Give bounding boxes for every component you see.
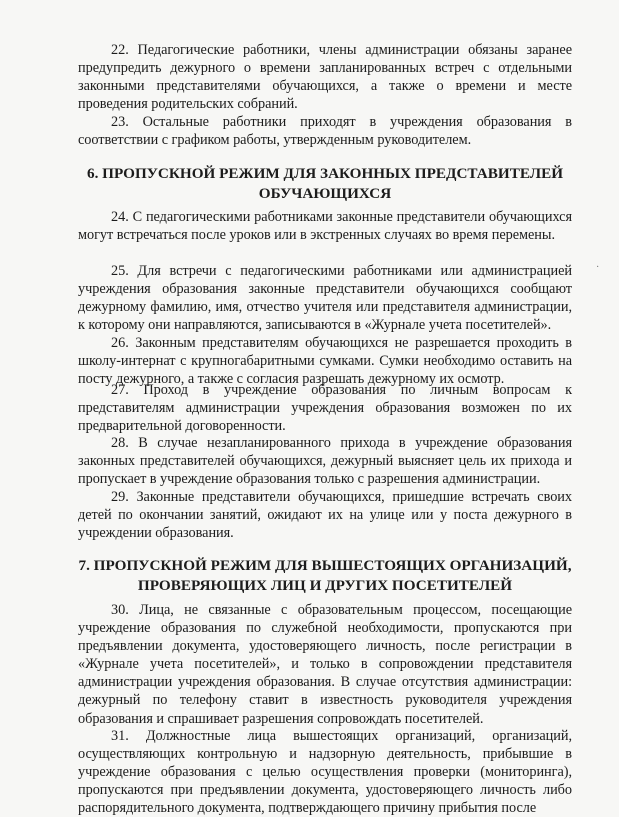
paragraph-27: 27. Проход в учреждение образования по личным вопросам к представителям администрации учреждения образования возможен по их предварительной договоренности. bbox=[78, 382, 572, 435]
paragraph-23: 23. Остальные работники приходят в учреждения образования в соответствии с графиком работы, утвержденным руководителем. bbox=[78, 114, 572, 149]
paragraph-22: 22. Педагогические работники, члены администрации обязаны заранее предупредить дежурного о времени запланированных встреч с отдельными законными представителями обучающихся, а также о времени и месте проведения родительских собраний. bbox=[78, 42, 572, 113]
paragraph-30: 30. Лица, не связанные с образовательным процессом, посещающие учреждение образования по служебной необходимости, пропускаются при предъявлении документа, удостоверяющего личность, после регистрации в «Журнале учета посетителей», и только в сопровождении представителя администрации учреждения образования. В случае отсутствия администрации: дежурный по телефону ставит в известность руководителя учреждения образования и спрашивает разрешения сопровождать посетителей. bbox=[78, 602, 572, 727]
paragraph-31: 31. Должностные лица вышестоящих организаций, организаций, осуществляющих контрольную и надзорную деятельность, прибывшие в учреждение образования с целью осуществления проверки (мониторинга), пропускаются при предъявлении документа, удостоверяющего личность либо распорядительного документа, подтверждающего причину прибытия после bbox=[78, 728, 572, 817]
paragraph-24: 24. С педагогическими работниками законные представители обучающихся могут встречаться после уроков или в экстренных случаях во время перемены. bbox=[78, 209, 572, 244]
paragraph-26: 26. Законным представителям обучающихся не разрешается проходить в школу-интернат с крупногабаритными сумками. Сумки необходимо оставить на посту дежурного, а также с согласия разрешать дежурному их осмотр. bbox=[78, 335, 572, 388]
margin-mark: · bbox=[596, 262, 600, 273]
section-heading-7: 7. ПРОПУСКНОЙ РЕЖИМ ДЛЯ ВЫШЕСТОЯЩИХ ОРГАНИЗАЦИЙ, ПРОВЕРЯЮЩИХ ЛИЦ И ДРУГИХ ПОСЕТИТЕЛЕЙ bbox=[78, 557, 572, 594]
paragraph-25: 25. Для встречи с педагогическими работниками или администрацией учреждения образования законные представители обучающихся сообщают дежурному фамилию, имя, отчество учителя или представителя администрации, к которому они направляются, записываются в «Журнале учета посетителей». bbox=[78, 263, 572, 334]
paragraph-29: 29. Законные представители обучающихся, пришедшие встречать своих детей по окончании занятий, ожидают их на улице или у поста дежурного в учреждении образования. bbox=[78, 489, 572, 542]
section-heading-6: 6. ПРОПУСКНОЙ РЕЖИМ ДЛЯ ЗАКОННЫХ ПРЕДСТАВИТЕЛЕЙ ОБУЧАЮЩИХСЯ bbox=[86, 165, 564, 202]
paragraph-28: 28. В случае незапланированного прихода в учреждение образования законных представителей обучающихся, дежурный выясняет цель их прихода и пропускает в учреждение образования только с разрешения администрации. bbox=[78, 435, 572, 488]
